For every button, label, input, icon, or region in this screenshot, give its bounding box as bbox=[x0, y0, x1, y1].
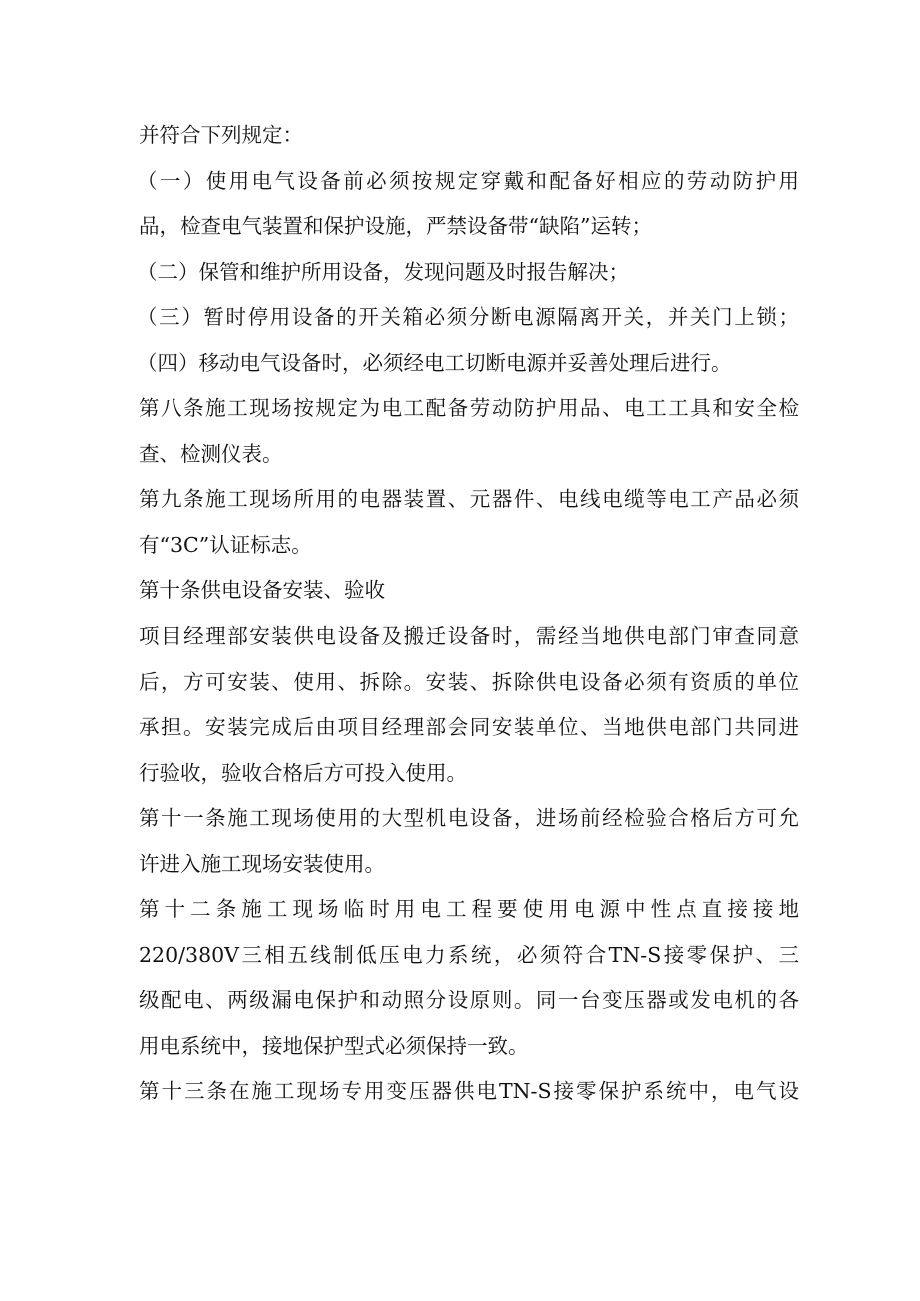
text-line: 级配电、两级漏电保护和动照分设原则。同一台变压器或发电机的各 bbox=[139, 988, 799, 1013]
text-line: 第十条供电设备安装、验收 bbox=[139, 578, 385, 603]
text-line: 第八条施工现场按规定为电工配备劳动防护用品、电工工具和安全检 bbox=[139, 396, 799, 421]
text-line: 承担。安装完成后由项目经理部会同安装单位、当地供电部门共同进 bbox=[139, 715, 799, 740]
text-line: 有“3C”认证标志。 bbox=[139, 532, 312, 557]
document-body bbox=[139, 113, 799, 1115]
text-line: （三）暂时停用设备的开关箱必须分断电源隔离开关，并关门上锁； bbox=[137, 305, 799, 330]
text-line: 第十三条在施工现场专用变压器供电TN-S接零保护系统中，电气设 bbox=[139, 1079, 799, 1104]
text-line: 许进入施工现场安装使用。 bbox=[139, 851, 385, 876]
text-line: 第十二条施工现场临时用电工程要使用电源中性点直接接地 bbox=[139, 897, 799, 922]
text-line: （一）使用电气设备前必须按规定穿戴和配备好相应的劳动防护用 bbox=[137, 168, 799, 193]
text-line: （四）移动电气设备时，必须经电工切断电源并妥善处理后进行。 bbox=[137, 350, 732, 375]
text-line: 品，检查电气装置和保护设施，严禁设备带“缺陷”运转； bbox=[139, 214, 652, 239]
text-line: 220/380V三相五线制低压电力系统，必须符合TN-S接零保护、三 bbox=[139, 942, 799, 967]
text-line: 查、检测仪表。 bbox=[139, 441, 283, 466]
text-line: 行验收，验收合格后方可投入使用。 bbox=[139, 760, 467, 785]
text-line: 项目经理部安装供电设备及搬迁设备时，需经当地供电部门审查同意 bbox=[139, 624, 799, 649]
text-line: （二）保管和维护所用设备，发现问题及时报告解决； bbox=[137, 259, 629, 284]
text-line: 后，方可安装、使用、拆除。安装、拆除供电设备必须有资质的单位 bbox=[139, 669, 799, 694]
text-line: 第十一条施工现场使用的大型机电设备，进场前经检验合格后方可允 bbox=[139, 806, 799, 831]
text-line: 用电系统中，接地保护型式必须保持一致。 bbox=[139, 1033, 529, 1058]
text-line: 第九条施工现场所用的电器装置、元器件、电线电缆等电工产品必须 bbox=[139, 487, 799, 512]
text-line: 并符合下列规定： bbox=[139, 123, 303, 147]
